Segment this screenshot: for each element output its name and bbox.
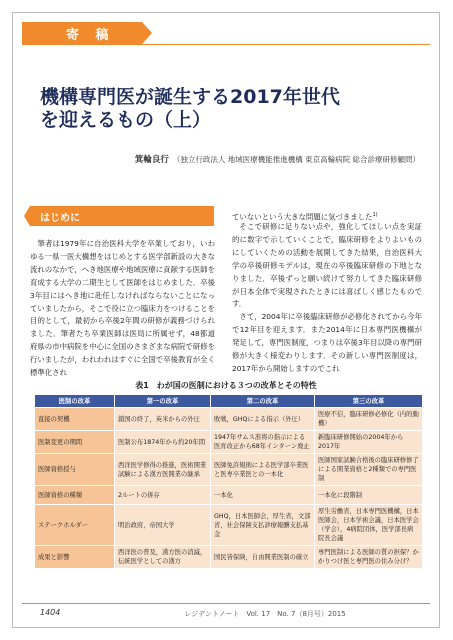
table-header-cell: 医制の改革	[35, 395, 115, 408]
table-row	[35, 454, 423, 486]
section-heading-bar	[30, 206, 214, 226]
table-row	[35, 431, 423, 454]
table-cell: 敗戦，GHQによる指示（外圧）	[211, 408, 315, 431]
table-row	[35, 486, 423, 505]
table-cell: 新臨床研修開始の2004年から2017年	[315, 431, 423, 454]
title-line-1: 機構専門医が誕生する2017年世代	[40, 86, 340, 108]
table-cell: GHQ，日本医師会，厚生省，文部省，社会保険支払診療報酬支払基金	[211, 505, 315, 546]
table-cell: 西洋医学修得の推進，医術開業試験による漢方医開業の継承	[115, 454, 211, 486]
body-right-text-1: ていないという大きな問題に気づきました	[232, 212, 373, 222]
body-right-paragraph-3: さて，2004年に卒後臨床研修が必修化されてから今年で12年目を迎えます．また2014年に日本専門医機構が発足して，専門医制度，つまりは卒後3年目以降の専門研修が大きく様変わりします．その新しい専門医制度は，2017年から開始しますのでこれ	[232, 312, 422, 373]
reference-marker: 1)	[372, 212, 378, 218]
table-row	[35, 408, 423, 431]
table-header-cell: 第一の改革	[115, 395, 211, 408]
table-cell: 一本化	[211, 486, 315, 505]
table-cell: 2ルートの併存	[115, 486, 211, 505]
table-cell: 医療不信，臨床研修必修化（内的動機）	[315, 408, 423, 431]
journal-info: レジデントノート Vol. 17 No. 7（8月号）2015	[184, 610, 346, 618]
table-cell: 国民皆保険，自由開業医制の確立	[211, 546, 315, 569]
table-row-label: 直接の契機	[35, 408, 115, 431]
author-name: 箕輪良行	[134, 155, 169, 165]
table-row	[35, 505, 423, 546]
table-header-cell: 第二の改革	[211, 395, 315, 408]
article-title	[40, 86, 420, 132]
author-byline	[40, 153, 420, 165]
title-line-2: を迎えるもの（上）	[40, 109, 212, 131]
author-affiliation: （独立行政法人 地域医療機能推進機構 東京高輪病院 総合診療研修顧問）	[172, 155, 420, 164]
table-row-label: 成果と影響	[35, 546, 115, 569]
footer-divider	[22, 603, 430, 604]
page-number: 1404	[40, 608, 61, 617]
table-cell: 1947年サムス准将の指示による医育改正から68年インターン廃止	[211, 431, 315, 454]
table-cell: 鎖国の終了，英米からの外圧	[115, 408, 211, 431]
header-divider	[22, 44, 430, 45]
table-row-label: ステークホルダー	[35, 505, 115, 546]
table-header-cell: 第三の改革	[315, 395, 423, 408]
reform-table	[34, 394, 423, 569]
table-caption: 表1 わが国の医制における３つの改革とその特性	[135, 381, 317, 390]
table-row-label: 医師資格の種類	[35, 486, 115, 505]
table-cell: 専門医制による医師の質の担保？かかりつけ医と専門医の住み分け？	[315, 546, 423, 569]
table-header-row	[35, 395, 423, 408]
table-cell: 医師国家試験合格後の臨床研修修了による開業資格と2種類での専門医制	[315, 454, 423, 486]
table-row-label: 医制変更の期間	[35, 431, 115, 454]
category-label: 寄 稿	[66, 28, 115, 43]
table-cell: 西洋医の普及，漢方医の消滅，伝統医学としての漢方	[115, 546, 211, 569]
table-cell: 医師免許規則による医学部卒業医と医専卒業医との一本化	[211, 454, 315, 486]
table-row	[35, 546, 423, 569]
table-cell: 医制公布1874年から約20年間	[115, 431, 211, 454]
table-cell: 厚生労働省，日本専門医機構，日本医師会，日本学術会議，日本医学会（学会），4病院団体，医学部長病院長会議	[315, 505, 423, 546]
table-row-label: 医師資格授与	[35, 454, 115, 486]
body-left-column: 筆者は1979年に自治医科大学を卒業しており，いわゆる一県一医大構想をはじめとする医学部新設の大きな流れのなかで，へき地医療や地域医療に貢献する医師を育成する大学の二期生として医師をはじめました．卒後3年目にはへき地に赴任しなければならないことになっていましたから，そこで役に立つ臨床力をつけることを目的として，最初から卒後2年間の研修が義務づけられました．筆者たち卒業医師は医局に所属せず，48都道府県の市中病院を中心に全国のさまざまな病院で研修を行いましたが，われわれはすぐに全国で卒後教育が全く標準化され	[30, 239, 215, 378]
table-cell: 明治政府，帝国大学	[115, 505, 211, 546]
category-tag	[22, 22, 142, 44]
body-right-paragraph-2: そこで研修に足りない点や，強化してほしい点を実証的に数字で示していくことで，臨床研修をよりよいものにしていくための活動を展開してきた結果，自治医科大学の卒後研修モデルは，現在の卒後臨床研修の下地となりました．卒後ずっと願い続けて努力してきた臨床研修が日本全体で実現されたときには喜ばしく感じたものです．	[232, 222, 422, 309]
table-cell: 一本化に段階制	[315, 486, 423, 505]
section-heading: はじめに	[40, 213, 80, 224]
